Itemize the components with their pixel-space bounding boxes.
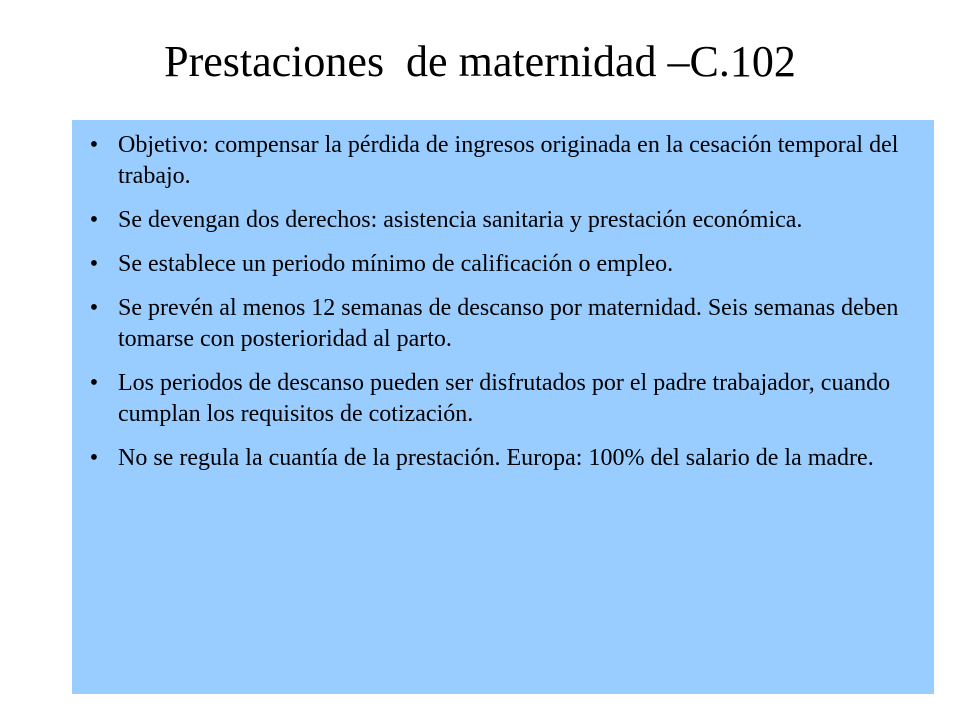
bullet-text: No se regula la cuantía de la prestación. Europa: 100% del salario de la madre.: [118, 445, 874, 471]
bullet-icon: •: [89, 445, 99, 471]
slide-title: Prestaciones de maternidad –C.102: [164, 37, 796, 86]
content-box: [72, 120, 934, 694]
bullet-item: [82, 368, 922, 430]
bullet-item: [82, 443, 922, 474]
bullet-item: [82, 293, 922, 355]
bullet-item: [82, 205, 922, 236]
bullet-text: Los periodos de descanso pueden ser disfrutados por el padre trabajador, cuando cumplan los requisitos de cotización.: [118, 370, 891, 427]
bullet-icon: •: [89, 132, 99, 158]
bullet-text: Se prevén al menos 12 semanas de descanso por maternidad. Seis semanas deben tomarse con posterioridad al parto.: [118, 295, 899, 352]
bullet-icon: •: [89, 370, 99, 396]
bullet-icon: •: [89, 207, 99, 233]
bullet-item: [82, 249, 922, 280]
bullet-text: Objetivo: compensar la pérdida de ingresos originada en la cesación temporal del trabajo.: [118, 132, 899, 189]
bullet-icon: •: [89, 251, 99, 277]
bullet-icon: •: [89, 295, 99, 321]
bullet-list: [82, 130, 922, 487]
bullet-text: Se establece un periodo mínimo de calificación o empleo.: [118, 251, 674, 277]
bullet-text: Se devengan dos derechos: asistencia sanitaria y prestación económica.: [118, 207, 803, 233]
bullet-item: [82, 130, 922, 192]
